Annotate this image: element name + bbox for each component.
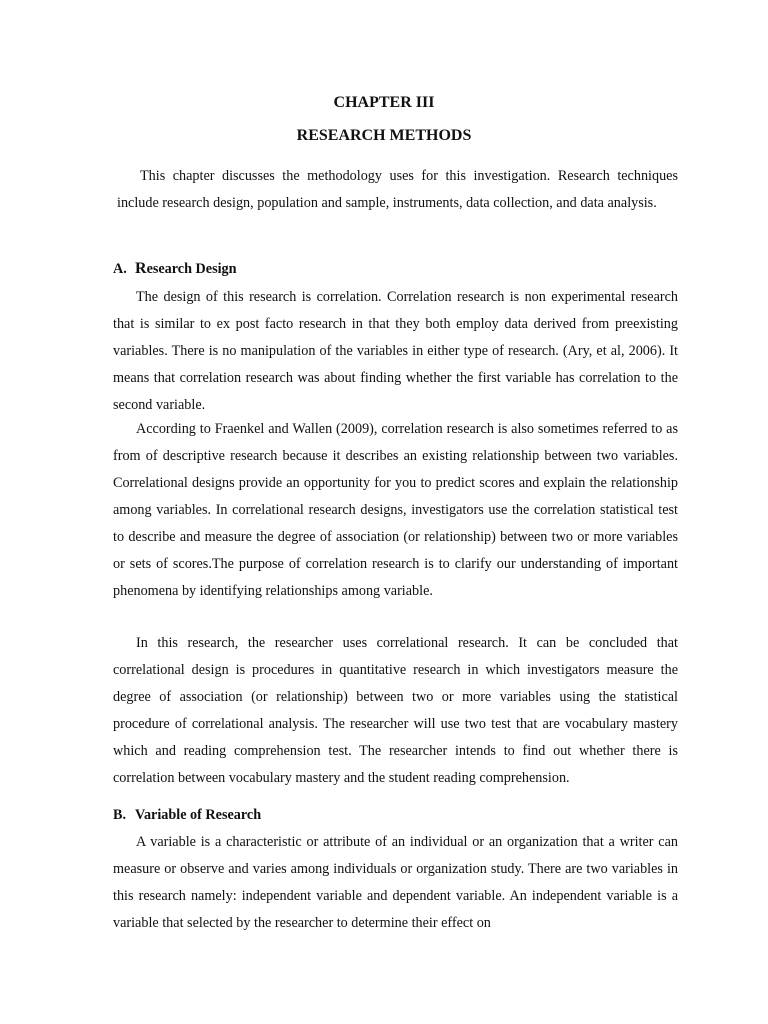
section-a-heading [113,259,237,279]
section-a-paragraph-1: The design of this research is correlation. Correlation research is non experimental research that is similar to ex post facto research in that they both employ data derived from preexisting variables. There is no manipulation of the variables in either type of research. (Ary, et al, 2006). It means that correlation research was about finding whether the first variable has correlation to the second variable. [113,289,678,413]
section-b-paragraph-1: A variable is a characteristic or attribute of an individual or an organization that a writer can measure or observe and varies among individuals or organization study. There are two variables in this research namely: independent variable and dependent variable. An independent variable is a variable that selected by the researcher to determine their effect on [113,834,678,931]
section-a-paragraph-3: In this research, the researcher uses correlational research. It can be concluded that correlational design is procedures in quantitative research in which investigators measure the degree of association (or relationship) between two or more variables using the statistical procedure of correlational analysis. The researcher will use two test that are vocabulary mastery which and reading comprehension test. The researcher intends to find out whether there is correlation between vocabulary mastery and the student reading comprehension. [113,635,678,786]
chapter-number-title: CHAPTER III [333,94,435,111]
section-b-heading-text: Variable of Research [135,807,262,823]
section-a-letter: A. [113,261,127,277]
section-a-heading-rest: esearch Design [146,261,237,277]
section-a-paragraph-2: According to Fraenkel and Wallen (2009), correlation research is also sometimes referred to as from of descriptive research because it describes an existing relationship between two variables. Correlational designs provide an opportunity for you to predict scores and explain the relationship among variables. In correlational research designs, investigators use the correlation statistical test to describe and measure the degree of association (or relationship) between two or more variables or sets of scores.The purpose of correlation research is to clarify our understanding of important phenomena by identifying relationships among variable. [113,421,678,599]
chapter-title: RESEARCH METHODS [296,127,472,144]
section-a-heading-initial: R [135,260,147,277]
intro-paragraph: This chapter discusses the methodology uses for this investigation. Research techniques include research design, population and sample, instruments, data collection, and data analysis. [117,168,678,211]
section-b-letter: B. [113,807,127,823]
section-b-heading [113,805,261,825]
